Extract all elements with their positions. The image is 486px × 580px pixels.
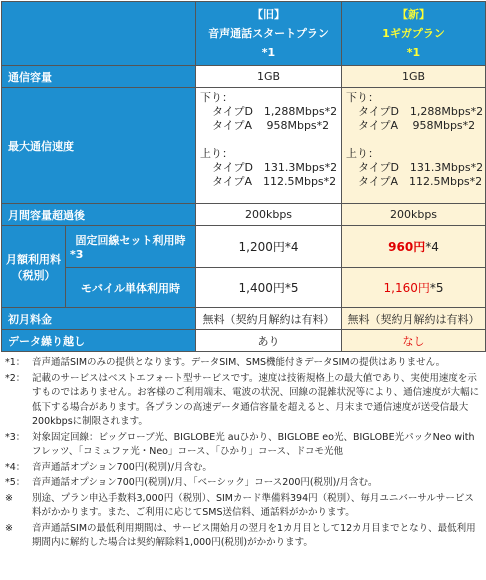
speed-old-down-d: タイプD 1,288Mbps*2: [212, 105, 338, 118]
set-usage-label-text: 固定回線セット利用時: [75, 234, 186, 247]
speed-new: [342, 88, 486, 204]
monthly-fee-label-line2: （税別）: [11, 268, 56, 282]
overage-new: 200kbps: [342, 204, 486, 226]
footnote-text: 記載のサービスはベストエフォート型サービスです。速度は技術規格上の最大値であり、実使用速度を示すものではありません。お客様のご利用端末、電波の状況、回線の混雑状況等により、通信速度が大幅に低下する場合があります。各プランの高速データ通信容量を超えると、月末まで通信速度が送受信最大200kbpsに制限されます。: [32, 372, 480, 427]
footnotes: [5, 356, 483, 552]
footnote-mark: ※: [5, 522, 13, 534]
set-price-new-note: *4: [425, 240, 439, 254]
capacity-new: 1GB: [342, 66, 486, 88]
old-plan-name: 音声通話スタートプラン: [208, 27, 329, 40]
speed-down-label: 下り：: [346, 91, 379, 104]
set-price-old: 1,200円*4: [196, 226, 342, 268]
footnote: [5, 492, 483, 521]
capacity-old: 1GB: [196, 66, 342, 88]
footnote-mark: *5：: [5, 477, 26, 488]
speed-new-up-a: タイプA 112.5Mbps*2: [358, 175, 483, 188]
carryover-row: [2, 330, 486, 352]
carryover-new: なし: [342, 330, 486, 352]
capacity-label: 通信容量: [2, 66, 196, 88]
speed-down-label: 下り：: [200, 91, 233, 104]
footnote-text: 音声通話SIMのみの提供となります。データSIM、SMS機能付きデータSIMの提供はありません。: [32, 357, 446, 368]
set-price-new-amount: 960円: [388, 240, 426, 254]
capacity-row: [2, 66, 486, 88]
set-price-new: [342, 226, 486, 268]
speed-new-up-d: タイプD 131.3Mbps*2: [358, 161, 484, 174]
footnote: [5, 522, 483, 551]
monthly-fee-label-line1: 月額利用料: [6, 252, 61, 266]
new-plan-header: [342, 2, 486, 66]
header-row: [2, 2, 486, 66]
footnote-text: 音声通話SIMの最低利用期間は、サービス開始月の翌月を1カ月目として12カ月目までとなり、最低利用期間内に解約した場合は契約解除料1,000円(税別)がかかります。: [32, 522, 476, 548]
initial-label: 初月料金: [2, 308, 196, 330]
footnote: [5, 431, 483, 460]
old-plan-header: [196, 2, 342, 66]
speed-old-down-a: タイプA 958Mbps*2: [212, 119, 330, 132]
overage-label: 月間容量超過後: [2, 204, 196, 226]
monthly-mobile-row: [2, 268, 486, 308]
initial-new: 無料（契約月解約は有料）: [342, 308, 486, 330]
carryover-label: データ繰り越し: [2, 330, 196, 352]
mobile-price-old: 1,400円*5: [196, 268, 342, 308]
footnote: [5, 372, 483, 430]
footnote-text: 別途、プラン申込手数料3,000円（税別）、SIMカード準備料394円（税別）、毎月ユニバーサルサービス料がかかります。また、ご利用に応じてSMS送信料、通話料がかかります。: [32, 492, 474, 518]
speed-up-label: 上り：: [346, 147, 379, 160]
old-plan-note: *1: [261, 46, 276, 59]
mobile-price-new-amount: 1,160円: [383, 281, 430, 295]
mobile-price-new: [342, 268, 486, 308]
speed-row: [2, 88, 486, 204]
set-usage-label-note: *3: [70, 248, 84, 261]
overage-row: [2, 204, 486, 226]
footnote: [5, 461, 483, 476]
footnote-mark: *2：: [5, 372, 26, 384]
plan-comparison-table: [1, 1, 486, 352]
new-plan-name: 1ギガプラン: [382, 27, 445, 40]
speed-old: [196, 88, 342, 204]
footnote-text: 対象固定回線：ビッグローブ光、BIGLOBE光 auひかり、BIGLOBE eo光、BIGLOBE光パックNeo with フレッツ、「コミュファ光・Neo」コース、「ひかり」コース、ドコモ光他: [32, 431, 475, 457]
speed-old-up-d: タイプD 131.3Mbps*2: [212, 161, 338, 174]
set-usage-label: [66, 226, 196, 268]
initial-row: [2, 308, 486, 330]
mobile-usage-label: モバイル単体利用時: [66, 268, 196, 308]
speed-label: 最大通信速度: [2, 88, 196, 204]
speed-new-down-d: タイプD 1,288Mbps*2: [358, 105, 484, 118]
carryover-old: あり: [196, 330, 342, 352]
footnote: [5, 476, 483, 491]
initial-old: 無料（契約月解約は有料）: [196, 308, 342, 330]
footnote: [5, 356, 483, 371]
monthly-set-row: [2, 226, 486, 268]
footnote-mark: *1：: [5, 357, 26, 368]
footnote-mark: ※: [5, 492, 13, 504]
new-plan-note: *1: [406, 46, 421, 59]
monthly-fee-label: [2, 226, 66, 308]
speed-new-down-a: タイプA 958Mbps*2: [358, 119, 476, 132]
speed-old-up-a: タイプA 112.5Mbps*2: [212, 175, 337, 188]
new-plan-tag: 【新】: [397, 8, 430, 21]
old-plan-tag: 【旧】: [252, 8, 285, 21]
footnote-mark: *4：: [5, 461, 26, 473]
header-blank-cell: [2, 2, 196, 66]
overage-old: 200kbps: [196, 204, 342, 226]
footnote-mark: *3：: [5, 431, 26, 443]
speed-up-label: 上り：: [200, 147, 233, 160]
mobile-price-new-note: *5: [429, 281, 444, 295]
footnote-text: 音声通話オプション700円(税別)/月含む。: [32, 461, 212, 473]
footnote-text: 音声通話オプション700円(税別)/月、「ベーシック」コース200円(税別)/月含む。: [32, 477, 378, 488]
